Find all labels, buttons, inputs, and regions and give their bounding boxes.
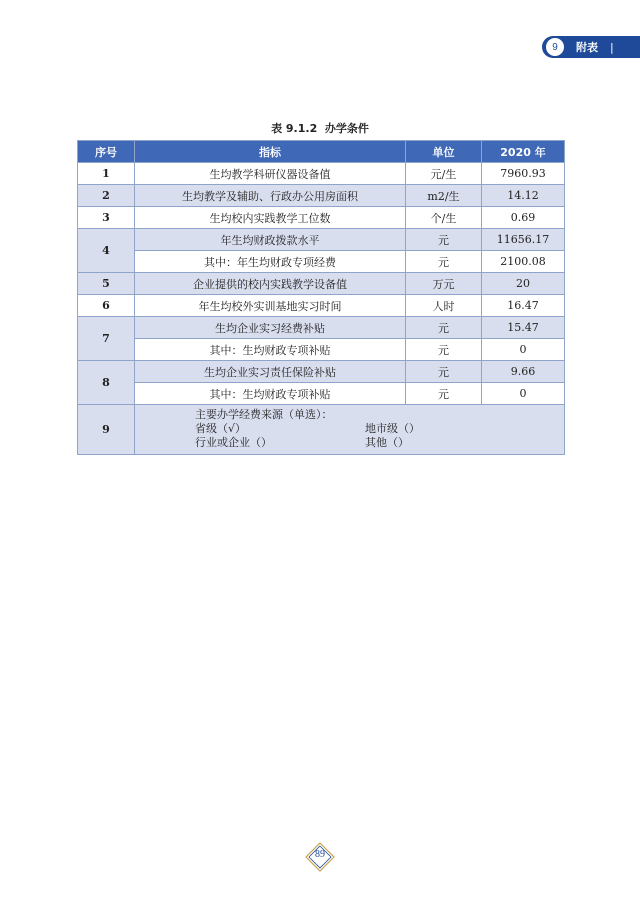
- row-number: 9: [78, 405, 135, 455]
- indicator-cell: 年生均校外实训基地实习时间: [135, 295, 406, 317]
- column-header-year: 2020 年: [482, 141, 565, 163]
- header-separator: |: [610, 40, 614, 54]
- page-number-badge: [305, 842, 335, 872]
- unit-cell: 元: [406, 229, 482, 251]
- table-title: 办学条件: [324, 122, 369, 135]
- value-cell: 0: [482, 383, 565, 405]
- unit-cell: 元/生: [406, 163, 482, 185]
- indicator-cell: 生均企业实习经费补贴: [135, 317, 406, 339]
- row-number: 4: [78, 229, 135, 273]
- row-number: 7: [78, 317, 135, 361]
- unit-cell: 万元: [406, 273, 482, 295]
- unit-cell: m2/生: [406, 185, 482, 207]
- table-number: 表 9.1.2: [271, 122, 318, 135]
- indicator-cell: 生均教学及辅助、行政办公用房面积: [135, 185, 406, 207]
- indicator-cell: 生均企业实习责任保险补贴: [135, 361, 406, 383]
- row-number: 6: [78, 295, 135, 317]
- column-header-unit: 单位: [406, 141, 482, 163]
- indicator-cell: 生均教学科研仪器设备值: [135, 163, 406, 185]
- table-row-funding-source: [78, 405, 565, 455]
- column-header-no: 序号: [78, 141, 135, 163]
- table-row: [78, 273, 565, 295]
- unit-cell: 元: [406, 251, 482, 273]
- chapter-header-tab: [542, 36, 640, 58]
- value-cell: 9.66: [482, 361, 565, 383]
- indicator-cell: 企业提供的校内实践教学设备值: [135, 273, 406, 295]
- row-number: 1: [78, 163, 135, 185]
- value-cell: 2100.08: [482, 251, 565, 273]
- value-cell: 7960.93: [482, 163, 565, 185]
- funding-option-other: 其他（）: [365, 436, 409, 449]
- table-row: [78, 317, 565, 339]
- table-row: [78, 229, 565, 251]
- column-header-indicator: 指标: [135, 141, 406, 163]
- value-cell: 14.12: [482, 185, 565, 207]
- value-cell: 0.69: [482, 207, 565, 229]
- row-number: 5: [78, 273, 135, 295]
- unit-cell: 元: [406, 317, 482, 339]
- value-cell: 15.47: [482, 317, 565, 339]
- school-conditions-table: [77, 140, 565, 455]
- funding-option-municipal: 地市级（）: [365, 422, 420, 435]
- funding-option-provincial: 省级（√）: [195, 422, 247, 435]
- table-caption: [0, 120, 640, 136]
- unit-cell: 元: [406, 361, 482, 383]
- table-row: [78, 251, 565, 273]
- value-cell: 20: [482, 273, 565, 295]
- section-title: 附表: [576, 41, 598, 54]
- table-header-row: [78, 141, 565, 163]
- unit-cell: 人时: [406, 295, 482, 317]
- value-cell: 16.47: [482, 295, 565, 317]
- page-number: 89: [315, 849, 325, 860]
- funding-option-industry: 行业或企业（）: [195, 436, 272, 449]
- table-row: [78, 383, 565, 405]
- row-number: 8: [78, 361, 135, 405]
- chapter-number-badge: 9: [546, 38, 564, 56]
- unit-cell: 个/生: [406, 207, 482, 229]
- table-row: [78, 339, 565, 361]
- row-number: 2: [78, 185, 135, 207]
- unit-cell: 元: [406, 339, 482, 361]
- value-cell: 11656.17: [482, 229, 565, 251]
- value-cell: 0: [482, 339, 565, 361]
- row-number: 3: [78, 207, 135, 229]
- indicator-cell: 其中：生均财政专项补贴: [135, 339, 406, 361]
- indicator-cell: 其中：年生均财政专项经费: [135, 251, 406, 273]
- table-row: [78, 163, 565, 185]
- indicator-cell: 年生均财政拨款水平: [135, 229, 406, 251]
- table-row: [78, 185, 565, 207]
- indicator-cell: 其中：生均财政专项补贴: [135, 383, 406, 405]
- table-row: [78, 207, 565, 229]
- table-row: [78, 361, 565, 383]
- indicator-cell: 生均校内实践教学工位数: [135, 207, 406, 229]
- table-row: [78, 295, 565, 317]
- funding-source-cell: [135, 405, 565, 455]
- unit-cell: 元: [406, 383, 482, 405]
- funding-source-options: [195, 422, 564, 450]
- funding-source-heading: 主要办学经费来源（单选）：: [195, 408, 333, 421]
